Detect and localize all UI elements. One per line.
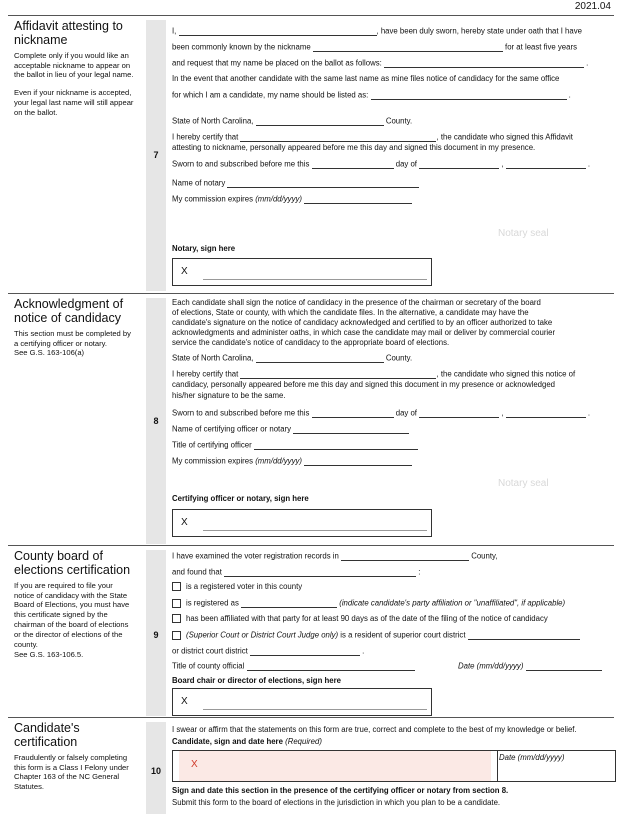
party-field[interactable] — [241, 598, 337, 608]
section-title: Candidate's certification — [14, 721, 80, 750]
text: , the candidate who signed this notice of — [436, 369, 576, 379]
alternate-name-line: for which I am a candidate, my name should be listed as: . — [172, 90, 571, 100]
text: for at least five years — [505, 42, 577, 52]
text: day of — [395, 159, 417, 169]
day-field[interactable] — [312, 408, 394, 418]
official-line — [172, 661, 415, 671]
sign-x-mark: X — [191, 759, 198, 770]
superior-district-field[interactable] — [468, 630, 580, 640]
official-title-field[interactable] — [247, 661, 415, 671]
section-number-column — [146, 298, 166, 544]
judge-checkbox[interactable] — [172, 631, 181, 640]
text: Sworn to and subscribed before me this — [172, 159, 310, 169]
section-note: This section must be completed by a certifying officer or notary. — [14, 328, 131, 348]
section-number-column — [146, 722, 166, 814]
day-field[interactable] — [312, 159, 394, 169]
section-8-sidebar — [14, 297, 134, 366]
text: State of North Carolina, — [172, 353, 254, 363]
text: is a resident of superior court district — [340, 630, 466, 640]
county-field[interactable] — [256, 116, 384, 126]
instruction-text: Each candidate shall sign the notice of candidacy in the presence of the chairman or secretary of the board — [172, 298, 541, 307]
section-number: 7 — [153, 150, 159, 160]
section-note: See G.S. 163-106.5. — [14, 649, 84, 659]
officer-signature-box[interactable] — [172, 509, 432, 537]
section-9-sidebar — [14, 549, 134, 668]
sworn-line: Sworn to and subscribed before me this day of , . — [172, 159, 590, 169]
party-checkbox[interactable] — [172, 599, 181, 608]
year-field[interactable] — [506, 408, 586, 418]
affiliation-checkbox[interactable] — [172, 614, 181, 623]
registered-voter-checkbox[interactable] — [172, 582, 181, 591]
candidate-name-field[interactable] — [240, 369, 436, 379]
section-title: Acknowledgment of notice of candidacy — [14, 297, 124, 326]
text: County. — [385, 353, 413, 363]
text: Title of county official — [172, 661, 245, 671]
notary-name-field[interactable] — [227, 178, 419, 188]
certify-text: his/her signature to be the same. — [172, 391, 286, 400]
section-number: 9 — [153, 630, 159, 640]
commission-line — [172, 194, 412, 204]
date-line — [458, 661, 602, 671]
text: County, — [471, 551, 498, 561]
records-line — [172, 551, 498, 561]
text: has been affiliated with that party for at least 90 days as of the date of the filing of the notice of candidacy — [186, 614, 548, 623]
county-field[interactable] — [256, 353, 384, 363]
candidate-name-field[interactable] — [224, 567, 416, 577]
text: State of North Carolina, — [172, 116, 254, 126]
divider — [497, 751, 498, 781]
sign-x-mark: X — [181, 517, 188, 528]
section-note: If you are required to file your notice of candidacy with the State Board of Elections, you must have this certificate signed by the chairman of the board of elections or the director of elections of the county. — [14, 580, 130, 649]
oath-text: I swear or affirm that the statements on this form are true, correct and complete to the best of my knowledge or belief. — [172, 725, 577, 734]
text: , the candidate who signed this Affidavit — [436, 132, 573, 142]
alternate-name-field[interactable] — [371, 90, 567, 100]
sign-x-mark: X — [181, 266, 188, 277]
affiant-name-field[interactable] — [179, 26, 377, 36]
section-note: Fraudulently or falsely completing this form is a Class I Felony under Chapter 163 of the NC General Statutes. — [14, 752, 129, 792]
text: I have examined the voter registration records in — [172, 551, 339, 561]
year-field[interactable] — [506, 159, 586, 169]
certify-line — [172, 132, 573, 142]
text: (indicate candidate's party affiliation or "unaffiliated", if applicable) — [339, 598, 566, 608]
nickname-field[interactable] — [313, 42, 503, 52]
sign-label: Candidate, sign and date here — [172, 737, 283, 746]
text: and request that my name be placed on the ballot as follows: — [172, 58, 382, 68]
notary-seal-placeholder: Notary seal — [498, 478, 549, 489]
commission-line — [172, 456, 412, 466]
text: or district court district — [172, 646, 248, 656]
month-field[interactable] — [419, 408, 499, 418]
officer-name-line — [172, 424, 409, 434]
month-field[interactable] — [419, 159, 499, 169]
signature-area[interactable] — [179, 751, 491, 781]
judge-option — [172, 630, 580, 640]
officer-title-line — [172, 440, 418, 450]
section-8-acknowledgment — [8, 293, 614, 544]
signature-line — [203, 709, 427, 710]
section-note: See G.S. 163-106(a) — [14, 348, 85, 358]
certify-line — [172, 369, 575, 379]
registered-voter-option — [172, 582, 302, 592]
commission-date-field[interactable] — [304, 456, 412, 466]
state-line — [172, 353, 412, 363]
instruction-text: acknowledgments and administer oaths, in which case the candidate may mail or deliver by commercial courier — [172, 328, 556, 337]
text: Sworn to and subscribed before me this — [172, 408, 310, 418]
text: is registered as — [186, 598, 239, 608]
text: I, — [172, 26, 177, 36]
instruction-text: service the candidate's notice of candidacy to the appropriate board of elections. — [172, 338, 450, 347]
district-court-field[interactable] — [250, 646, 360, 656]
section-number: 8 — [153, 416, 159, 426]
section-title: Affidavit attesting to nickname — [14, 19, 123, 48]
text: Name of certifying officer or notary — [172, 424, 292, 434]
text: Name of notary — [172, 178, 226, 188]
instruction-text: of elections, State or county, with which the candidate files. In the alternative, a candidate may have the — [172, 308, 529, 317]
text: day of — [395, 408, 417, 418]
sign-x-mark: X — [181, 696, 188, 707]
section-note: Complete only if you would like an acceptable nickname to appear on the ballot in lieu of your legal name. — [14, 50, 134, 80]
required-note: (Required) — [285, 737, 322, 746]
notary-signature-box[interactable] — [172, 258, 432, 286]
text: , have been duly sworn, hereby state under oath that I have — [376, 26, 582, 36]
sworn-line: Sworn to and subscribed before me this day of , . — [172, 408, 590, 418]
affiant-line — [172, 26, 582, 36]
text: : — [418, 567, 421, 577]
date-field[interactable] — [526, 661, 602, 671]
officer-title-field[interactable] — [254, 440, 418, 450]
affiliation-option — [172, 614, 548, 624]
certify-text: attesting to nickname, personally appeared before me this day and signed this document in my presence. — [172, 143, 536, 152]
district-line: or district court district . — [172, 646, 365, 656]
sign-label: Notary, sign here — [172, 244, 236, 253]
text: I hereby certify that — [172, 132, 239, 142]
text: My commission expires (mm/dd/yyyy) — [172, 194, 302, 204]
section-7-sidebar — [14, 19, 134, 126]
text: I hereby certify that — [172, 369, 239, 379]
sign-label: Board chair or director of elections, sign here — [172, 676, 341, 685]
footer-instruction: Submit this form to the board of elections in the jurisdiction in which you plan to be a candidate. — [172, 798, 501, 807]
section-10-candidate-certification — [8, 717, 614, 814]
sign-label: Certifying officer or notary, sign here — [172, 494, 309, 503]
section-number-column — [146, 550, 166, 716]
certify-text: candidacy, personally appeared before me this day and signed this document in my presence or acknowledged — [172, 380, 555, 389]
footer-instruction: Sign and date this section in the presence of the certifying officer or notary from section 8. — [172, 786, 509, 795]
found-line — [172, 567, 420, 577]
notary-name-line — [172, 178, 419, 188]
candidate-signature-box[interactable] — [172, 750, 616, 782]
text: County. — [385, 116, 413, 126]
candidate-name-field[interactable] — [240, 132, 436, 142]
party-option — [172, 598, 565, 608]
county-official-signature-box[interactable] — [172, 688, 432, 716]
signature-line — [203, 530, 427, 531]
text: for which I am a candidate, my name should be listed as: — [172, 90, 369, 100]
text: and found that — [172, 567, 222, 577]
signature-line — [203, 279, 427, 280]
text: Date (mm/dd/yyyy) — [458, 661, 524, 671]
section-9-county-certification — [8, 545, 614, 716]
text: is a registered voter in this county — [186, 582, 303, 591]
nickname-line — [172, 42, 577, 52]
text: (Superior Court or District Court Judge only) — [186, 630, 339, 640]
ballot-name-line: and request that my name be placed on the ballot as follows: . — [172, 58, 589, 68]
text: Title of certifying officer — [172, 440, 252, 450]
sign-label-line — [172, 737, 322, 747]
state-line — [172, 116, 412, 126]
text: My commission expires (mm/dd/yyyy) — [172, 456, 302, 466]
instruction-text: candidate's signature on the notice of candidacy acknowledged and certified to by an officer authorized to take — [172, 318, 553, 327]
date-label: Date (mm/dd/yyyy) — [499, 753, 565, 762]
notary-seal-placeholder: Notary seal — [498, 228, 549, 239]
ballot-name-field[interactable] — [384, 58, 584, 68]
section-7-nickname-affidavit — [8, 15, 614, 291]
text: been commonly known by the nickname — [172, 42, 311, 52]
county-field[interactable] — [341, 551, 469, 561]
conflict-text: In the event that another candidate with the same last name as mine files notice of candidacy for the same office — [172, 74, 560, 83]
section-number: 10 — [150, 766, 161, 776]
form-version: 2021.04 — [574, 1, 611, 12]
officer-name-field[interactable] — [293, 424, 409, 434]
section-10-sidebar — [14, 721, 134, 800]
section-number-column — [146, 20, 166, 291]
section-title: County board of elections certification — [14, 549, 131, 578]
section-note: Even if your nickname is accepted, your legal last name will still appear on the ballot. — [14, 88, 134, 118]
commission-date-field[interactable] — [304, 194, 412, 204]
